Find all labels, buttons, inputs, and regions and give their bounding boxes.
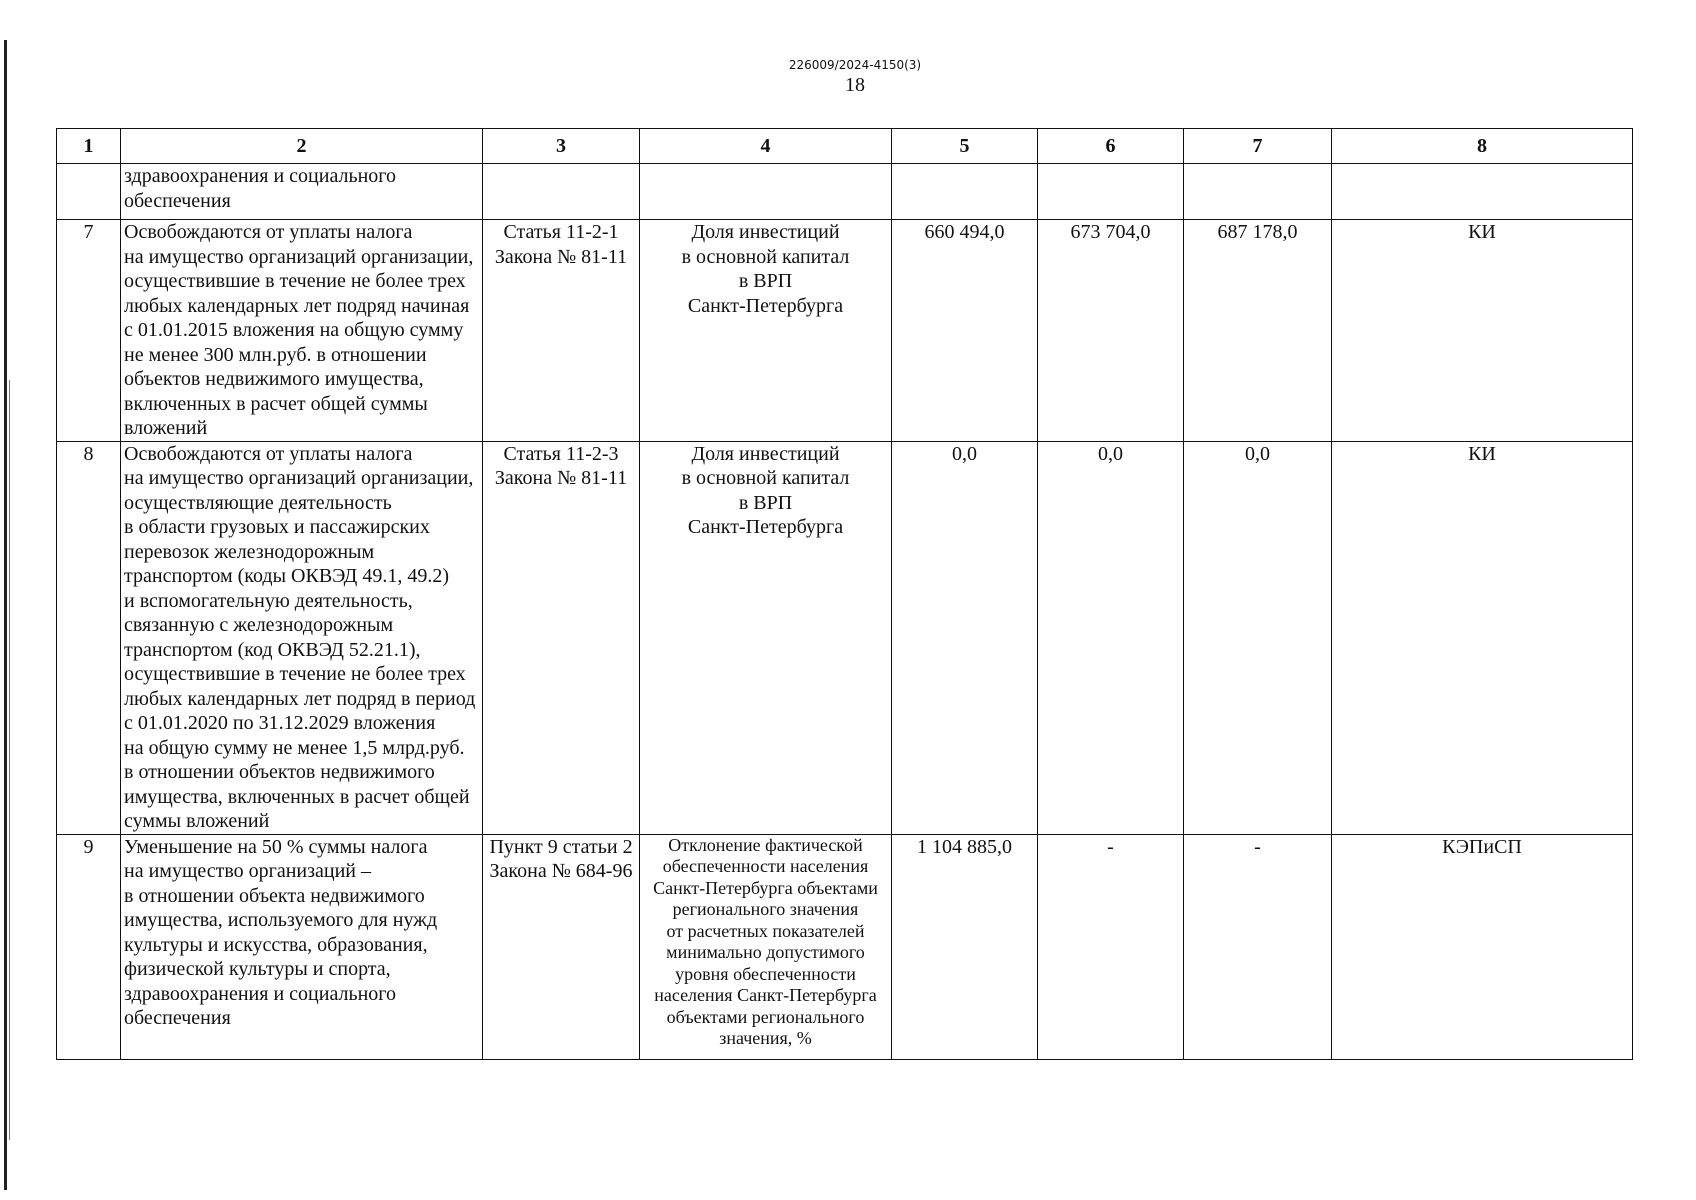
curator-cell: КИ: [1332, 441, 1633, 834]
legal-basis-cell: [483, 164, 640, 220]
value-cell: [1038, 164, 1184, 220]
indicator-cell: Отклонение фактической обеспеченности населения Санкт-Петербурга объектами регионального значения от расчетных показателей минимально допустимого уровня обеспеченности населения Санкт-Петербурга объектами регионального значения, %: [640, 834, 892, 1059]
legal-basis-cell: Статья 11-2-3 Закона № 81-11: [483, 441, 640, 834]
table-row: [57, 441, 1633, 834]
row-number-cell: [57, 164, 121, 220]
value-cell: 0,0: [1038, 441, 1184, 834]
legal-basis-cell: Статья 11-2-1 Закона № 81-11: [483, 220, 640, 442]
row-number-cell: 7: [57, 220, 121, 442]
column-header: 4: [640, 129, 892, 164]
indicator-cell: Доля инвестиций в основной капитал в ВРП Санкт-Петербурга: [640, 441, 892, 834]
benefit-description-cell: Освобождаются от уплаты налога на имущество организаций организации, осуществившие в течение не более трех любых календарных лет подряд начиная с 01.01.2015 вложения на общую сумму не менее 300 млн.руб. в отношении объектов недвижимого имущества, включенных в расчет общей суммы вложений: [121, 220, 483, 442]
row-number-cell: 9: [57, 834, 121, 1059]
registration-number: 226009/2024-4150(3): [788, 58, 922, 72]
benefit-description-cell: здравоохранения и социального обеспечения: [121, 164, 483, 220]
legal-basis-cell: Пункт 9 статьи 2 Закона № 684-96: [483, 834, 640, 1059]
column-header: 2: [121, 129, 483, 164]
page-number: 18: [845, 74, 865, 96]
curator-cell: [1332, 164, 1633, 220]
table-row: [57, 834, 1633, 1059]
value-cell: [892, 164, 1038, 220]
indicator-cell: [640, 164, 892, 220]
curator-cell: КЭПиСП: [1332, 834, 1633, 1059]
table-row: [57, 220, 1633, 442]
value-cell: [1184, 164, 1332, 220]
scan-edge-mark: [9, 380, 10, 1140]
row-number-cell: 8: [57, 441, 121, 834]
benefit-description-cell: Уменьшение на 50 % суммы налога на имущество организаций – в отношении объекта недвижимого имущества, используемого для нужд культуры и искусства, образования, физической культуры и спорта, здравоохранения и социального обеспечения: [121, 834, 483, 1059]
value-cell: 673 704,0: [1038, 220, 1184, 442]
benefits-table: [56, 128, 1633, 1060]
column-header: 5: [892, 129, 1038, 164]
table-row: [57, 164, 1633, 220]
value-cell: 0,0: [892, 441, 1038, 834]
column-header: 6: [1038, 129, 1184, 164]
value-cell: -: [1038, 834, 1184, 1059]
value-cell: 1 104 885,0: [892, 834, 1038, 1059]
scan-edge-mark: [4, 40, 7, 1190]
value-cell: -: [1184, 834, 1332, 1059]
column-header: 3: [483, 129, 640, 164]
curator-cell: КИ: [1332, 220, 1633, 442]
indicator-cell: Доля инвестиций в основной капитал в ВРП Санкт-Петербурга: [640, 220, 892, 442]
value-cell: 660 494,0: [892, 220, 1038, 442]
value-cell: 687 178,0: [1184, 220, 1332, 442]
column-header: 1: [57, 129, 121, 164]
table-header-row: [57, 129, 1633, 164]
value-cell: 0,0: [1184, 441, 1332, 834]
benefit-description-cell: Освобождаются от уплаты налога на имущество организаций организации, осуществляющие деятельность в области грузовых и пассажирских перевозок железнодорожным транспортом (коды ОКВЭД 49.1, 49.2) и вспомогательную деятельность, связанную с железнодорожным транспортом (код ОКВЭД 52.21.1), осуществившие в течение не более трех любых календарных лет подряд в период с 01.01.2020 по 31.12.2029 вложения на общую сумму не менее 1,5 млрд.руб. в отношении объектов недвижимого имущества, включенных в расчет общей суммы вложений: [121, 441, 483, 834]
column-header: 7: [1184, 129, 1332, 164]
column-header: 8: [1332, 129, 1633, 164]
